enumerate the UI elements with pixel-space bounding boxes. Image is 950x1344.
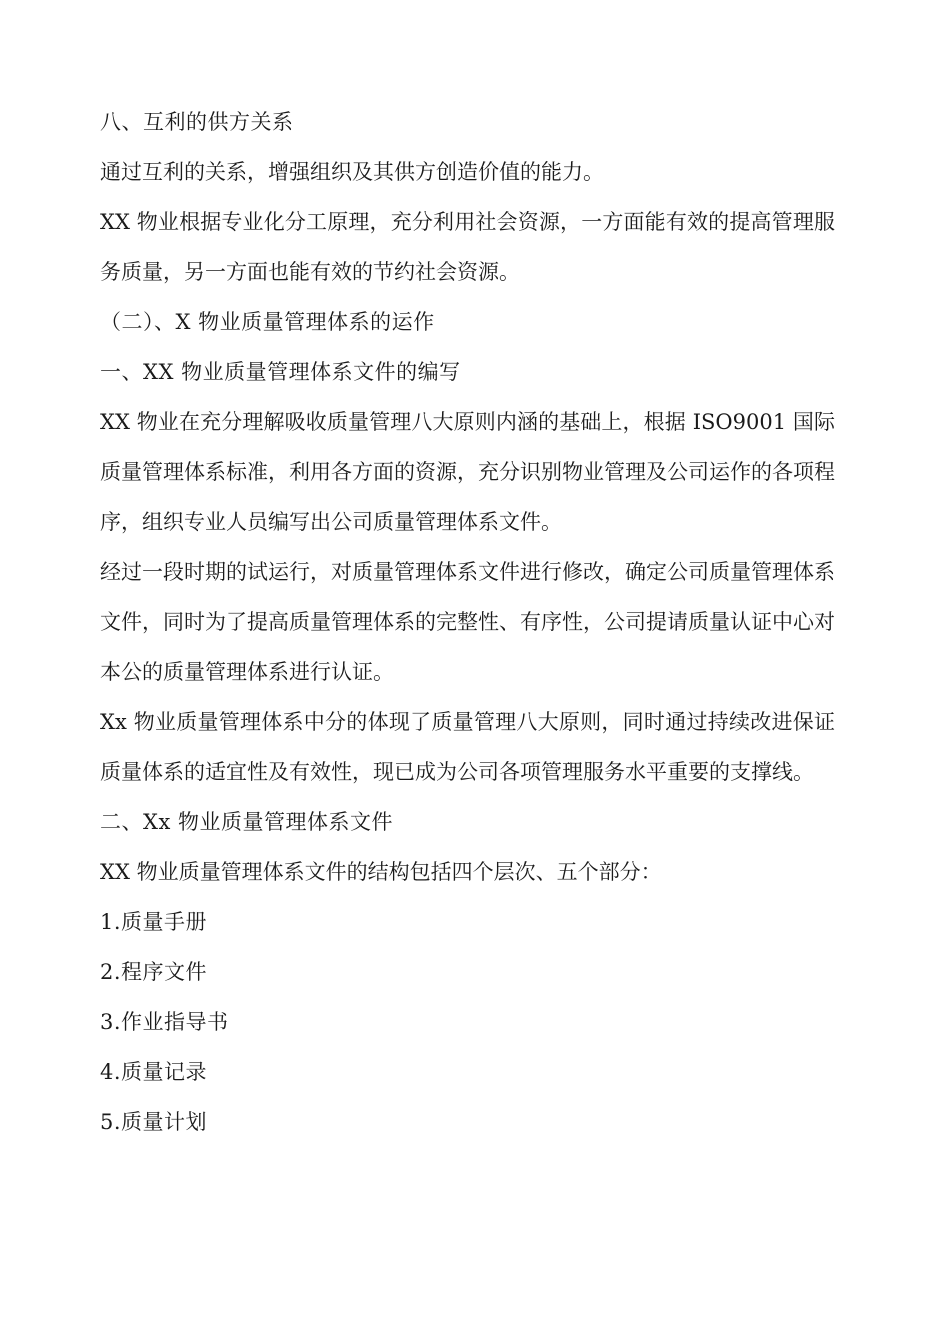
section-heading-system-documents: 二、Xx 物业质量管理体系文件 [100, 810, 393, 834]
list-item-work-instructions: 3.作业指导书 [100, 1010, 229, 1034]
list-item-quality-plan: 5.质量计划 [100, 1110, 208, 1134]
list-item-quality-manual: 1.质量手册 [100, 910, 208, 934]
section-heading-document-writing: 一、XX 物业质量管理体系文件的编写 [100, 360, 461, 384]
section-heading-mutual-benefit: 八、互利的供方关系 [100, 110, 294, 134]
paragraph-trial-run: 经过一段时期的试运行，对质量管理体系文件进行修改，确定公司质量管理体系文件，同时为了提高质量管理体系的完整性、有序性，公司提请质量认证中心对本公的质量管理体系进行认证。 [100, 560, 835, 684]
section-heading-operation: （二）、X 物业质量管理体系的运作 [100, 310, 435, 334]
paragraph-specialization: XX 物业根据专业化分工原理，充分利用社会资源，一方面能有效的提高管理服务质量，另一方面也能有效的节约社会资源。 [100, 210, 835, 284]
paragraph-document-structure: XX 物业质量管理体系文件的结构包括四个层次、五个部分： [100, 860, 662, 884]
document-body [100, 97, 835, 1147]
paragraph-mutual-benefit-intro: 通过互利的关系，增强组织及其供方创造价值的能力。 [100, 160, 604, 184]
list-item-quality-records: 4.质量记录 [100, 1060, 208, 1084]
paragraph-iso9001: XX 物业在充分理解吸收质量管理八大原则内涵的基础上，根据 ISO9001 国际质量管理体系标准，利用各方面的资源，充分识别物业管理及公司运作的各项程序，组织专业人员编写出公司质量管理体系文件。 [100, 410, 835, 534]
paragraph-eight-principles: Xx 物业质量管理体系中分的体现了质量管理八大原则，同时通过持续改进保证质量体系的适宜性及有效性，现已成为公司各项管理服务水平重要的支撑线。 [100, 710, 835, 784]
list-item-procedure-documents: 2.程序文件 [100, 960, 208, 984]
